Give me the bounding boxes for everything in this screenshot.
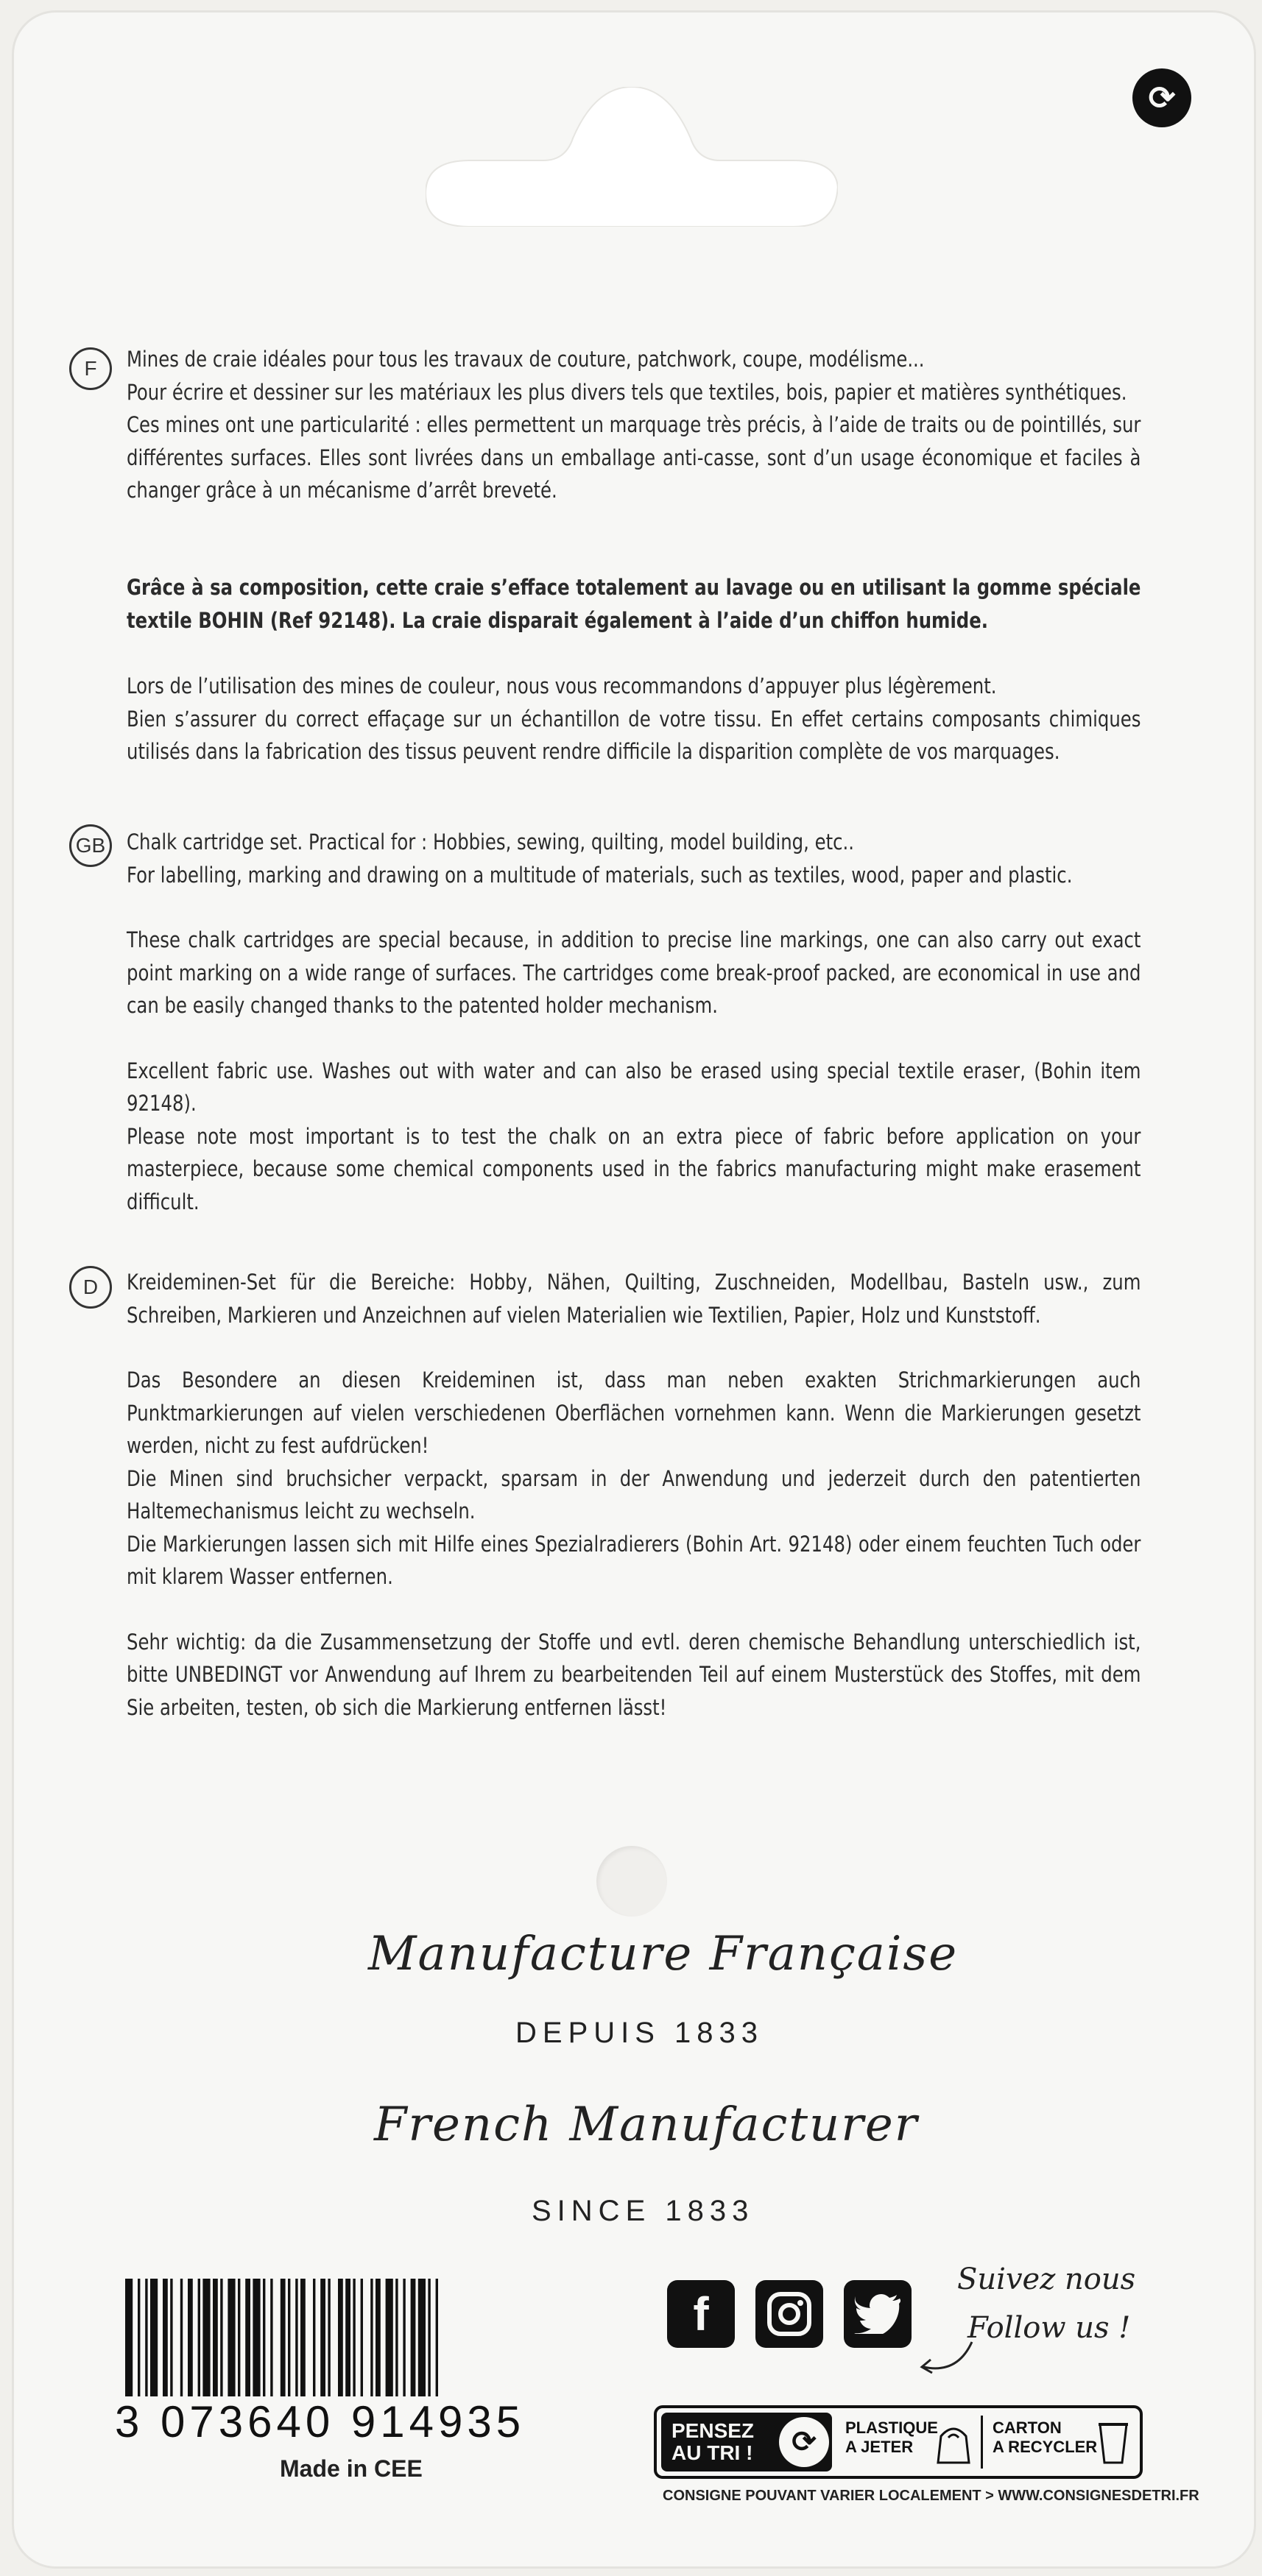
follow-en-text: Follow us ! — [967, 2311, 1131, 2345]
barcode-bar — [418, 2279, 426, 2396]
brand-since-en: SINCE 1833 — [532, 2195, 755, 2227]
barcode-bar — [163, 2279, 168, 2396]
de-paragraph-2b: Die Minen sind bruchsicher verpackt, sparsam in der Anwendung und jederzeit durch den patentierten Haltemechanismus leicht zu wechseln. — [127, 1465, 1141, 1524]
triman-info — [654, 2405, 1143, 2479]
barcode-bar — [338, 2279, 343, 2396]
arrow-icon — [913, 2338, 979, 2382]
barcode-bar — [202, 2279, 210, 2396]
gb-paragraph-1a: Chalk cartridge set. Practical for : Hobbies, sewing, quilting, model building, etc.. — [127, 829, 855, 854]
facebook-icon: f — [667, 2280, 735, 2348]
barcode-bar — [395, 2279, 398, 2396]
barcode-bar — [436, 2279, 438, 2396]
barcode-bar — [281, 2279, 286, 2396]
barcode-bar — [345, 2279, 350, 2396]
gb-paragraph-3b: Please note most important is to test the chalk on an extra piece of fabric before application on your masterpiece, because some chemical components used in the fabrics manufacturing might make erasement difficult. — [127, 1123, 1141, 1214]
consigne-text: CONSIGNE POUVANT VARIER LOCALEMENT > WWW.CONSIGNESDETRI.FR — [663, 2488, 1199, 2504]
barcode-bar — [428, 2279, 430, 2396]
de-paragraph-2c: Die Markierungen lassen sich mit Hilfe eines Spezialradierers (Bohin Art. 92148) oder einem feuchten Tuch oder mit klarem Wasser entfernen. — [127, 1531, 1141, 1589]
made-in-label: Made in CEE — [280, 2455, 423, 2482]
barcode-bar — [125, 2279, 133, 2396]
barcode-bar — [245, 2279, 250, 2396]
barcode-bar — [238, 2279, 240, 2396]
hang-hole — [426, 87, 838, 227]
de-paragraph-2a: Das Besondere an diesen Kreideminen ist, dass man neben exakten Strichmarkierungen auch Punktmarkierungen auf vielen verschiedenen Oberflächen vornehmen kann. Wenn die Markierungen gesetzt werden, nicht zu fest aufdrücken! — [127, 1367, 1141, 1458]
brand-script-fr: Manufacture Française — [368, 1927, 959, 1981]
section-fr-bold — [127, 571, 1141, 637]
barcode-bar — [300, 2279, 306, 2396]
a-jeter-text: A JETER — [845, 2438, 914, 2456]
barcode-bar — [313, 2279, 315, 2396]
a-recycler-text: A RECYCLER — [993, 2438, 1098, 2456]
barcode-bar — [198, 2279, 200, 2396]
barcode-bar — [270, 2279, 272, 2396]
carton-text: CARTON — [993, 2418, 1062, 2437]
instagram-icon — [755, 2280, 823, 2348]
barcode-digits: 3 073640 914935 — [115, 2397, 526, 2446]
barcode-bar — [228, 2279, 235, 2396]
carton-cell — [993, 2418, 1097, 2457]
fr-paragraph-2: Pour écrire et dessiner sur les matériaux les plus divers tels que textiles, bois, papier et matières synthétiques. — [127, 379, 1127, 405]
section-fr-note — [127, 670, 1141, 768]
barcode-bar — [353, 2279, 355, 2396]
barcode-bar — [376, 2279, 381, 2396]
follow-fr-text: Suivez nous — [957, 2262, 1136, 2296]
plastique-cell — [845, 2418, 938, 2457]
barcode-bar — [320, 2279, 325, 2396]
section-de — [127, 1266, 1141, 1724]
barcode-bar — [361, 2279, 363, 2396]
au-tri-text: AU TRI ! — [671, 2441, 753, 2464]
de-paragraph-1: Kreideminen-Set für die Bereiche: Hobby, Nähen, Quilting, Zuschneiden, Modellbau, Basteln usw., zum Schreiben, Markieren und Anzeichnen auf vielen Materialien wie Textilien, Papier, Holz und Kunststoff. — [127, 1270, 1141, 1328]
pensez-au-tri-block — [661, 2413, 832, 2471]
barcode-bar — [170, 2279, 172, 2396]
lang-badge-de: D — [69, 1266, 112, 1309]
barcode-bar — [411, 2279, 416, 2396]
gb-paragraph-3a: Excellent fabric use. Washes out with water and can also be erased using special textile eraser, (Bohin item 92148). — [127, 1058, 1141, 1116]
pensez-text: PENSEZ — [671, 2419, 755, 2442]
barcode-bar — [145, 2279, 147, 2396]
section-gb — [127, 826, 1141, 1218]
brand-since-fr: DEPUIS 1833 — [515, 2017, 764, 2049]
barcode-bar — [295, 2279, 297, 2396]
barcode-bar — [220, 2279, 222, 2396]
barcode-bar — [288, 2279, 290, 2396]
barcode-bar — [403, 2279, 405, 2396]
fr-bold-paragraph: Grâce à sa composition, cette craie s’efface totalement au lavage ou en utilisant la gomme spéciale textile BOHIN (Ref 92148). La craie disparait également à l’aide d’un chiffon humide. — [127, 575, 1141, 633]
lang-badge-fr: F — [69, 347, 112, 390]
fr-note-2: Bien s’assurer du correct effaçage sur un échantillon de votre tissu. En effet certains composants chimiques utilisés dans la fabrication des tissus peuvent rendre difficile la disparition complète de vos marquages. — [127, 706, 1141, 764]
barcode — [122, 2279, 604, 2396]
bag-icon — [935, 2421, 972, 2466]
cup-icon — [1097, 2420, 1129, 2466]
brand-script-en: French Manufacturer — [374, 2098, 919, 2152]
barcode-bar — [263, 2279, 265, 2396]
lang-badge-gb: GB — [69, 824, 112, 867]
barcode-bar — [150, 2279, 158, 2396]
fr-note-1: Lors de l’utilisation des mines de couleur, nous vous recommandons d’appuyer plus légèrement. — [127, 673, 997, 698]
fr-paragraph-1: Mines de craie idéales pour tous les travaux de couture, patchwork, coupe, modélisme... — [127, 347, 925, 372]
card-dimple — [596, 1846, 667, 1917]
barcode-bar — [138, 2279, 140, 2396]
barcode-bar — [386, 2279, 393, 2396]
triman-recycle-icon: ⟳ — [779, 2417, 829, 2467]
twitter-icon — [844, 2280, 912, 2348]
green-dot-icon: ⟳ — [1132, 68, 1191, 127]
barcode-bar — [370, 2279, 373, 2396]
de-paragraph-3: Sehr wichtig: da die Zusammensetzung der Stoffe und evtl. deren chemische Behandlung unterschiedlich ist, bitte UNBEDINGT vor Anwendung auf Ihrem zu bearbeitenden Teil auf einem Musterstück des Stoffes, mit dem Sie arbeiten, testen, ob sich die Markierung entfernen lässt! — [127, 1629, 1141, 1720]
fr-paragraph-3: Ces mines ont une particularité : elles permettent un marquage très précis, à l’aide de traits ou de pointillés, sur différentes surfaces. Elles sont livrées dans un emballage anti-casse, sont d’un usage économique et faciles à changer grâce à un mécanisme d’arrêt breveté. — [127, 412, 1141, 503]
barcode-bar — [253, 2279, 260, 2396]
section-fr — [127, 343, 1141, 507]
barcode-bar — [328, 2279, 330, 2396]
gb-paragraph-1b: For labelling, marking and drawing on a multitude of materials, such as textiles, wood, paper and plastic. — [127, 862, 1073, 888]
barcode-bar — [180, 2279, 183, 2396]
plastique-text: PLASTIQUE — [845, 2418, 938, 2437]
gb-paragraph-2: These chalk cartridges are special because, in addition to precise line markings, one can also carry out exact point marking on a wide range of surfaces. The cartridges come break-proof packed, are economical in use and can be easily changed thanks to the patented holder mechanism. — [127, 927, 1141, 1018]
barcode-bar — [213, 2279, 218, 2396]
barcode-bar — [188, 2279, 193, 2396]
